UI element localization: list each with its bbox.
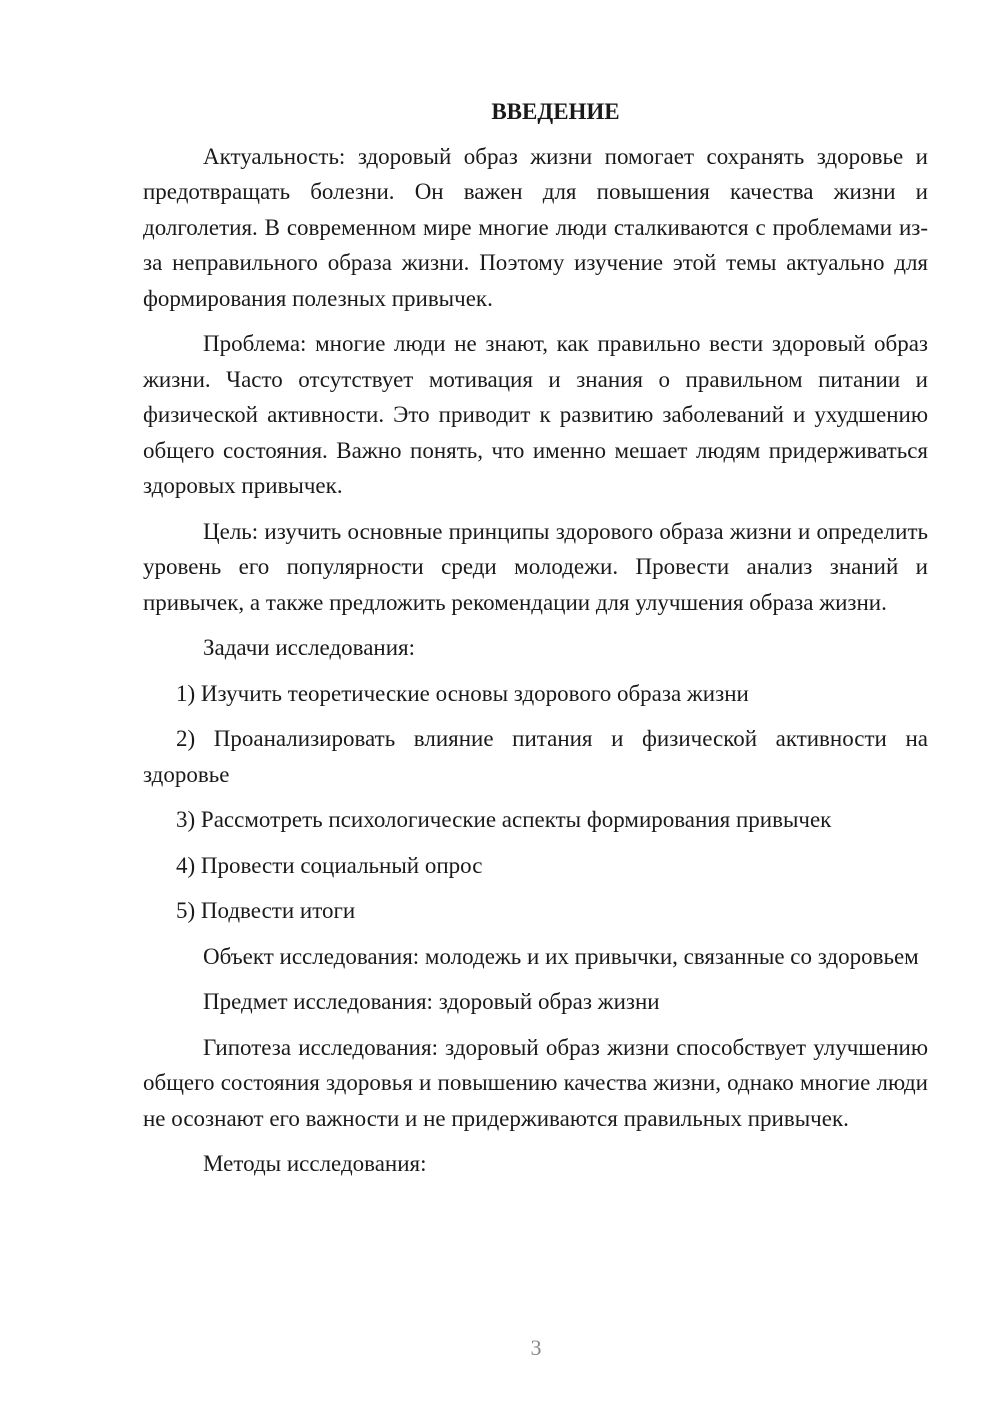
section-heading: ВВЕДЕНИЕ (491, 99, 620, 124)
tasks-title: Задачи исследования: (203, 635, 416, 660)
methods-title: Методы исследования: (203, 1151, 427, 1176)
document-body (143, 94, 928, 1192)
task-item: 4) Провести социальный опрос (176, 852, 483, 878)
subject-paragraph: Предмет исследования: здоровый образ жизни (203, 989, 660, 1014)
task-item: 5) Подвести итоги (176, 898, 356, 923)
hypothesis-paragraph: Гипотеза исследования: здоровый образ жизни способствует улучшению общего состояния здоровья и повышению качества жизни, однако многие люди не осознают его важности и не придерживаются правильных привычек. (143, 1034, 928, 1131)
task-item: 1) Изучить теоретические основы здорового образа жизни (176, 680, 749, 706)
page-number: 3 (530, 1335, 542, 1360)
relevance-paragraph: Актуальность: здоровый образ жизни помогает сохранять здоровье и предотвращать болезни. Он важен для повышения качества жизни и долголетия. В современном мире многие люди сталкиваются с проблемами из-за неправильного образа жизни. Поэтому изучение этой темы актуально для формирования полезных привычек. (143, 143, 928, 311)
goal-paragraph: Цель: изучить основные принципы здорового образа жизни и определить уровень его популярности среди молодежи. Провести анализ знаний и привычек, а также предложить рекомендации для улучшения образа жизни. (143, 518, 928, 615)
object-paragraph: Объект исследования: молодежь и их привычки, связанные со здоровьем (203, 943, 919, 969)
problem-paragraph: Проблема: многие люди не знают, как правильно вести здоровый образ жизни. Часто отсутствует мотивация и знания о правильном питании и физической активности. Это приводит к развитию заболеваний и ухудшению общего состояния. Важно понять, что именно мешает людям придерживаться здоровых привычек. (143, 331, 928, 498)
task-item: 3) Рассмотреть психологические аспекты формирования привычек (176, 807, 832, 832)
task-item: 2) Проанализировать влияние питания и физической активности на здоровье (143, 726, 928, 787)
